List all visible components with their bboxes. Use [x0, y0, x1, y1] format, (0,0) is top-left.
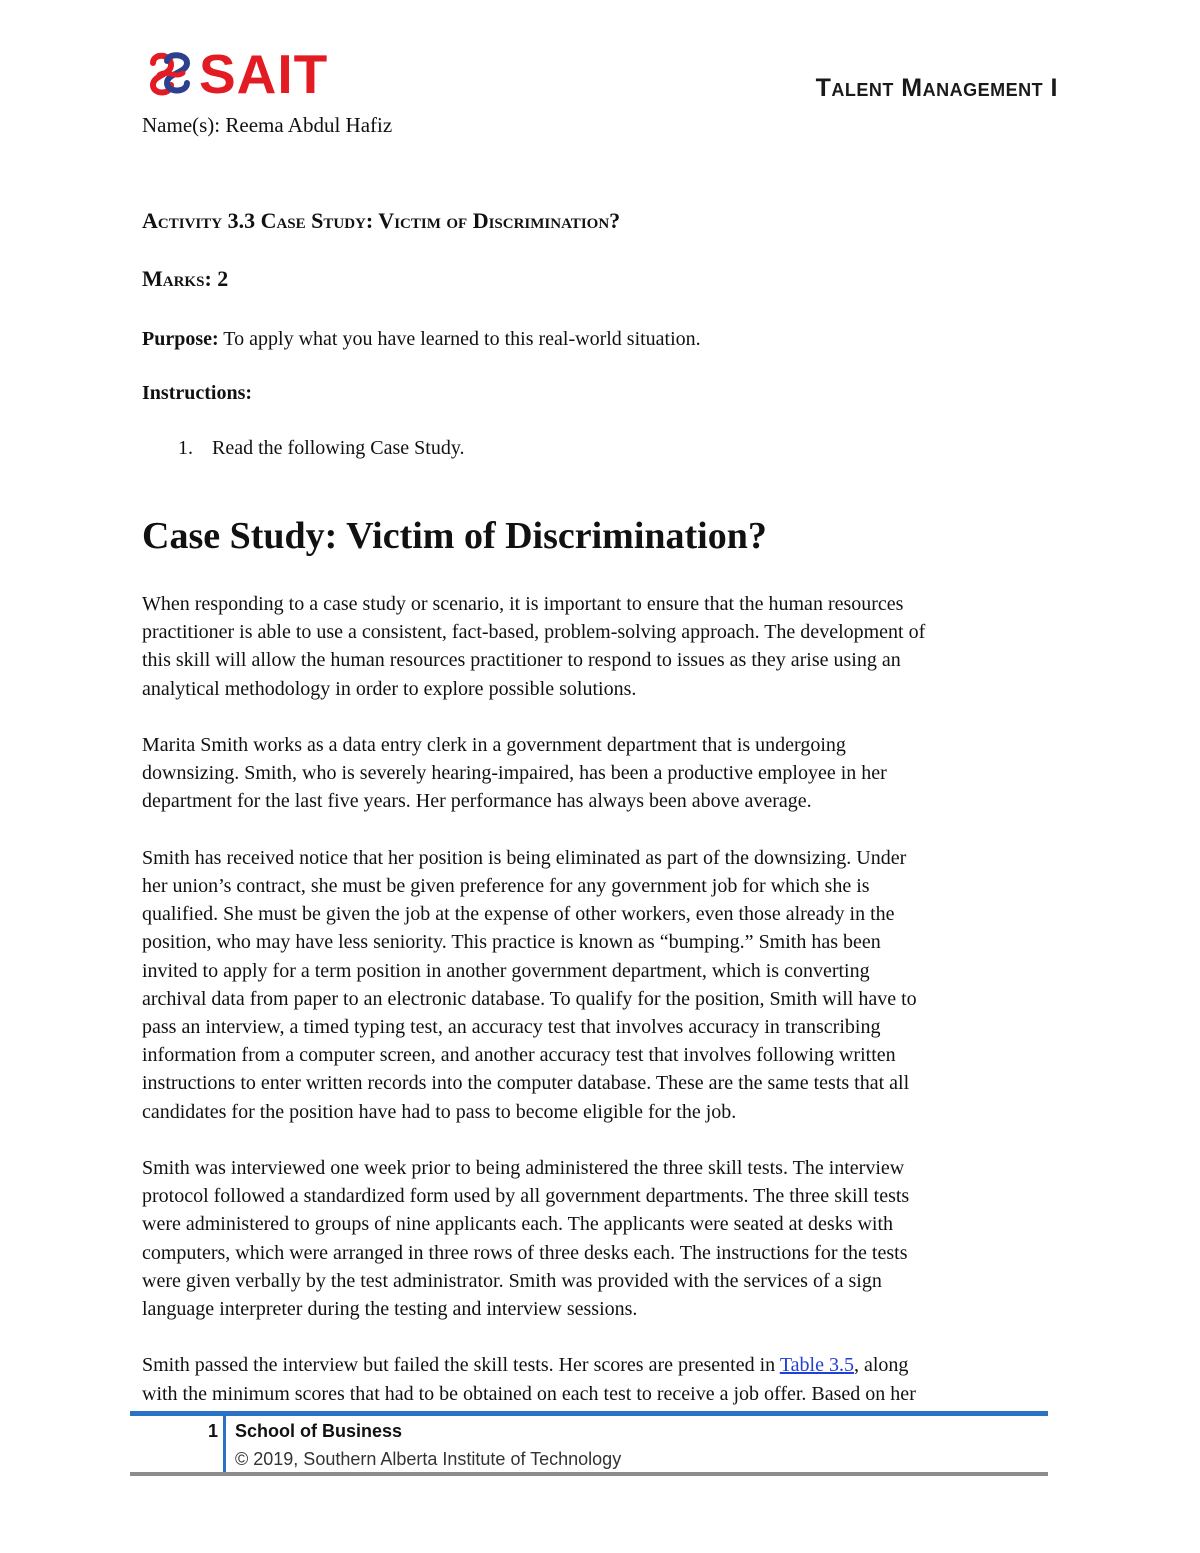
footer-rule-top — [130, 1411, 1048, 1416]
student-names: Name(s): Reema Abdul Hafiz — [142, 113, 393, 137]
page-number: 1 — [207, 1421, 218, 1441]
footer-school: School of Business — [235, 1421, 403, 1441]
paragraph: Smith has received notice that her position is being eliminated as part of the downsizing. Under her union’s contract, she must be given preference for any government job for which she is qualified. She must be given the job at the expense of other workers, even those already in the position, who may have less seniority. This practice is known as “bumping.” Smith has been invited to apply for a term position in another government department, which is converting archival data from paper to an electronic database. To qualify for the position, Smith will have to pass an interview, a timed typing test, an accuracy test that involves accuracy in transcribing information from a computer screen, and another accuracy test that involves following written instructions to enter written records into the computer database. These are the same tests that all candidates for the position have had to pass to become eligible for the job. — [142, 846, 917, 1123]
paragraph: Smith was interviewed one week prior to being administered the three skill tests. The interview protocol followed a standardized form used by all government departments. The three skill tests were administered to groups of nine applicants each. The applicants were seated at desks with computers, which were arranged in three rows of three desks each. The instructions for the tests were given verbally by the test administrator. Smith was provided with the services of a sign language interpreter during the testing and interview sessions. — [142, 1157, 910, 1321]
activity-title: Activity 3.3 Case Study: Victim of Discrimination? — [142, 208, 621, 233]
logo-text: SAIT — [199, 43, 329, 105]
case-study-heading: Case Study: Victim of Discrimination? — [142, 515, 767, 557]
instructions-label: Instructions: — [142, 382, 253, 404]
marks: Marks: 2 — [142, 266, 229, 291]
case-study-body — [142, 590, 1062, 1436]
table-link[interactable]: Table 3.5 — [779, 1354, 854, 1377]
list-item-number: 1. — [178, 437, 193, 459]
footer-rule-bottom — [130, 1472, 1048, 1476]
footer-divider — [223, 1416, 226, 1472]
paragraph-text: , along with the minimum scores that had to be obtained on each test to receive a job offer. Based on her — [142, 1354, 916, 1405]
purpose — [142, 328, 701, 351]
list-item-text: Read the following Case Study. — [212, 437, 465, 459]
footer-copyright: © 2019, Southern Alberta Institute of Technology — [235, 1449, 622, 1469]
purpose-text: To apply what you have learned to this real-world situation. — [218, 328, 701, 350]
paragraph: When responding to a case study or scenario, it is important to ensure that the human resources practitioner is able to use a consistent, fact-based, problem-solving approach. The development of this skill will allow the human resources practitioner to respond to issues as they arise using an analytical methodology in order to explore possible solutions. — [142, 593, 926, 700]
purpose-label: Purpose: — [142, 328, 219, 350]
paragraph: Marita Smith works as a data entry clerk in a government department that is undergoing downsizing. Smith, who is severely hearing-impaired, has been a productive employee in her department for the last five years. Her performance has always been above average. — [142, 734, 887, 813]
course-title: Talent Management I — [815, 74, 1058, 102]
paragraph-text: Smith passed the interview but failed the skill tests. Her scores are presented in — [142, 1354, 780, 1377]
sait-logo-mark-icon — [145, 49, 195, 99]
instructions-list — [178, 437, 465, 460]
list-item — [178, 437, 465, 460]
paragraph — [142, 1351, 1062, 1407]
sait-logo — [145, 43, 329, 105]
